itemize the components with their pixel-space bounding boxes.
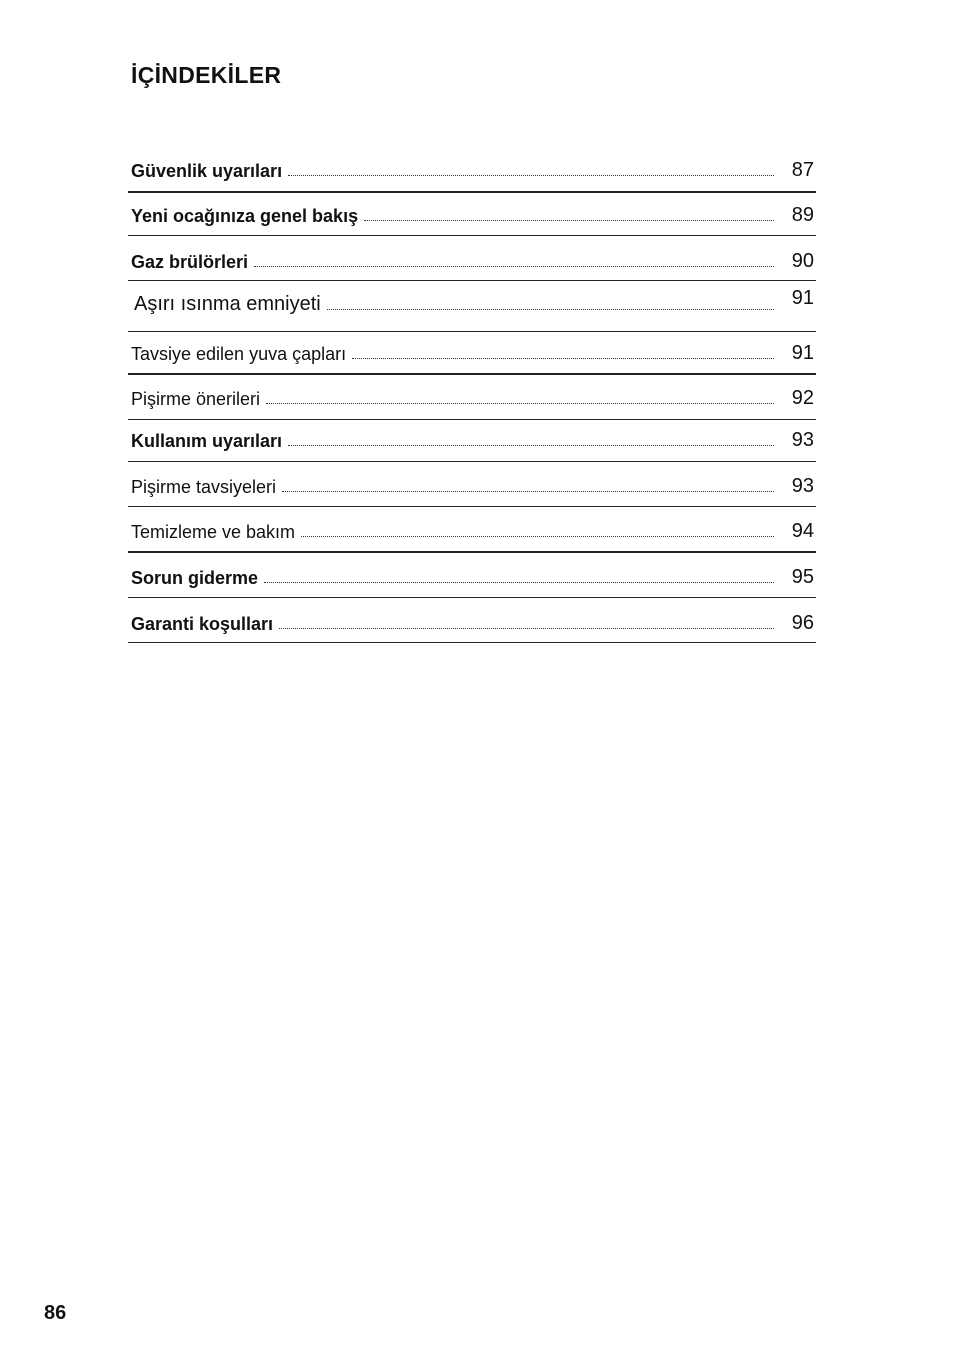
toc-entry-label: Garanti koşulları	[131, 614, 274, 634]
divider	[128, 235, 816, 236]
toc-entry-page: 96	[791, 612, 814, 634]
toc-entry-asiri-isinma[interactable]	[128, 287, 816, 315]
divider	[128, 419, 816, 420]
dot-leader	[327, 308, 774, 310]
toc-entry-page: 93	[791, 429, 814, 451]
toc-entry-page: 87	[791, 159, 814, 181]
toc-entry-label: Kullanım uyarıları	[131, 431, 283, 451]
toc-entry-label: Pişirme tavsiyeleri	[131, 477, 277, 497]
toc-entry-page: 95	[791, 566, 814, 588]
divider	[128, 506, 816, 507]
toc-entry-yuva-caplari[interactable]	[128, 343, 816, 363]
toc-entry-label: Güvenlik uyarıları	[131, 161, 283, 181]
toc-entry-pisirme-tavsiyeleri[interactable]	[128, 476, 816, 496]
page-title: İÇİNDEKİLER	[131, 62, 282, 88]
dot-leader	[264, 581, 774, 583]
toc-entry-page: 91	[791, 342, 814, 364]
toc-entry-page: 94	[791, 520, 814, 542]
toc-entry-label: Temizleme ve bakım	[131, 522, 296, 542]
toc-entry-page: 89	[791, 204, 814, 226]
toc-entry-gaz-brulorleri[interactable]	[128, 251, 816, 271]
toc-entry-label: Yeni ocağınıza genel bakış	[131, 206, 359, 226]
toc-entry-page: 93	[791, 475, 814, 497]
toc-entry-label: Tavsiye edilen yuva çapları	[131, 344, 347, 364]
divider	[128, 461, 816, 462]
dot-leader	[266, 402, 774, 404]
divider	[128, 597, 816, 598]
dot-leader	[364, 219, 774, 221]
dot-leader	[279, 627, 774, 629]
dot-leader	[352, 357, 774, 359]
toc-entry-label: Pişirme önerileri	[131, 389, 261, 409]
toc-entry-page: 90	[791, 250, 814, 272]
toc-entry-page: 92	[791, 387, 814, 409]
divider	[128, 551, 816, 553]
divider	[128, 642, 816, 643]
toc-entry-label: Sorun giderme	[131, 568, 259, 588]
divider	[128, 191, 816, 193]
toc-entry-garanti-kosullari[interactable]	[128, 613, 816, 633]
toc-entry-pisirme-onerileri[interactable]	[128, 388, 816, 408]
dot-leader	[288, 174, 774, 176]
toc-entry-genel-bakis[interactable]	[128, 205, 816, 225]
toc-entry-label: Gaz brülörleri	[131, 252, 249, 272]
dot-leader	[288, 444, 774, 446]
divider	[128, 331, 816, 332]
toc-entry-temizleme-bakim[interactable]	[128, 521, 816, 541]
divider	[128, 280, 816, 281]
dot-leader	[254, 265, 774, 267]
dot-leader	[301, 535, 774, 537]
divider	[128, 373, 816, 375]
toc-entry-kullanim-uyarilari[interactable]	[128, 430, 816, 450]
toc-entry-guvenlik-uyarilari[interactable]	[128, 160, 816, 180]
dot-leader	[282, 490, 774, 492]
page-number: 86	[44, 1302, 67, 1324]
toc-entry-label: Aşırı ısınma emniyeti	[134, 293, 321, 315]
toc-entry-sorun-giderme[interactable]	[128, 567, 816, 587]
toc-entry-page: 91	[791, 287, 814, 309]
